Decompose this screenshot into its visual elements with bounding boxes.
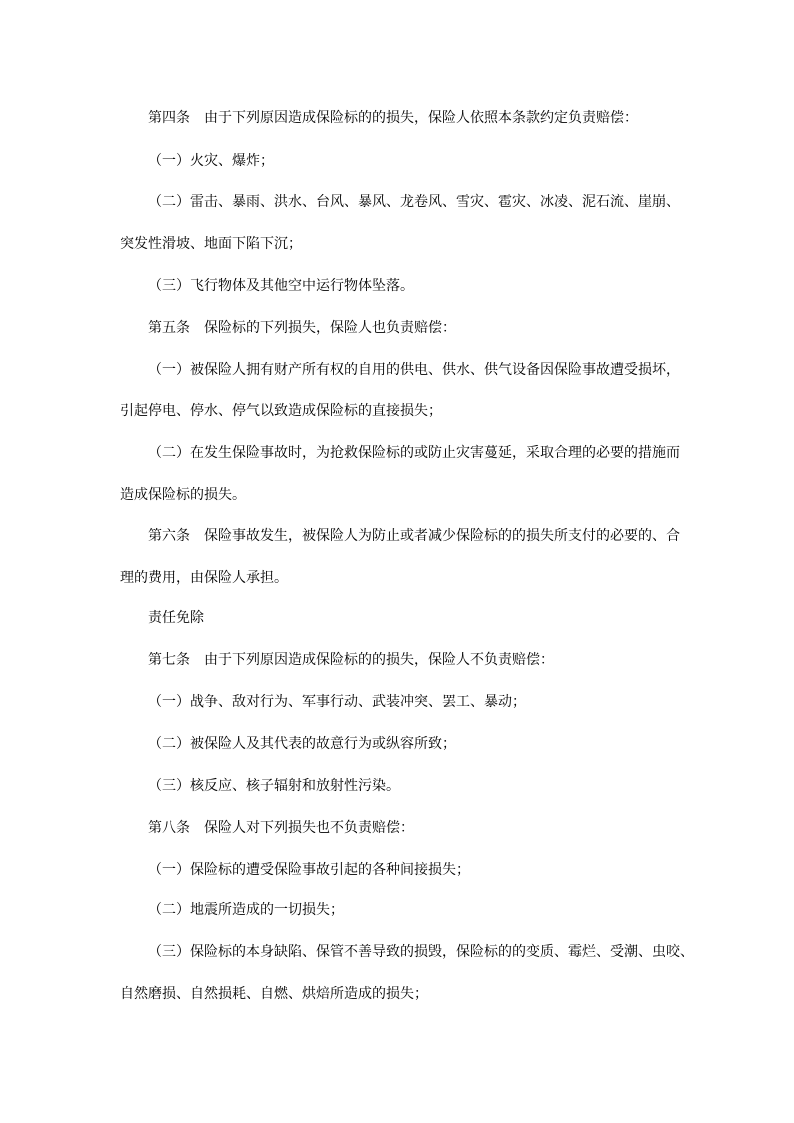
article-5-item-1-line-1: （一）被保险人拥有财产所有权的自用的供电、供水、供气设备因保险事故遭受损坏， [148, 362, 680, 378]
article-7-heading: 第七条 由于下列原因造成保险标的的损失，保险人不负责赔偿： [148, 652, 554, 668]
article-8-item-2: （二）地震所造成的一切损失； [148, 902, 344, 918]
article-8-item-1: （一）保险标的遭受保险事故引起的各种间接损失； [148, 862, 470, 878]
article-6-line-1: 第六条 保险事故发生，被保险人为防止或者减少保险标的的损失所支付的必要的、合 [148, 528, 680, 544]
article-4-item-2-line-1: （二）雷击、暴雨、洪水、台风、暴风、龙卷风、雪灾、雹灾、冰凌、泥石流、崖崩、 [148, 194, 680, 210]
article-8-heading: 第八条 保险人对下列损失也不负责赔偿： [148, 820, 414, 836]
article-4-item-3: （三）飞行物体及其他空中运行物体坠落。 [148, 278, 414, 294]
article-5-item-2-line-1: （二）在发生保险事故时，为抢救保险标的或防止灾害蔓延，采取合理的必要的措施而 [148, 445, 680, 461]
article-5-item-2-line-2: 造成保险标的损失。 [120, 487, 246, 503]
article-7-item-3: （三）核反应、核子辐射和放射性污染。 [148, 778, 400, 794]
article-5-item-1-line-2: 引起停电、停水、停气以致造成保险标的直接损失； [120, 403, 442, 419]
article-7-item-2: （二）被保险人及其代表的故意行为或纵容所致； [148, 736, 456, 752]
article-6-line-2: 理的费用，由保险人承担。 [120, 570, 288, 586]
article-4-item-1: （一）火灾、爆炸； [148, 153, 274, 169]
section-heading-exclusions: 责任免除 [148, 610, 204, 626]
article-4-heading: 第四条 由于下列原因造成保险标的的损失，保险人依照本条款约定负责赔偿： [148, 110, 638, 126]
article-7-item-1: （一）战争、敌对行为、军事行动、武装冲突、罢工、暴动； [148, 694, 526, 710]
article-8-item-3-line-1: （三）保险标的本身缺陷、保管不善导致的损毁，保险标的的变质、霉烂、受潮、虫咬、 [148, 944, 694, 960]
article-8-item-3-line-2: 自然磨损、自然损耗、自燃、烘焙所造成的损失； [120, 986, 428, 1002]
article-5-heading: 第五条 保险标的下列损失，保险人也负责赔偿： [148, 320, 456, 336]
article-4-item-2-line-2: 突发性滑坡、地面下陷下沉； [120, 236, 302, 252]
